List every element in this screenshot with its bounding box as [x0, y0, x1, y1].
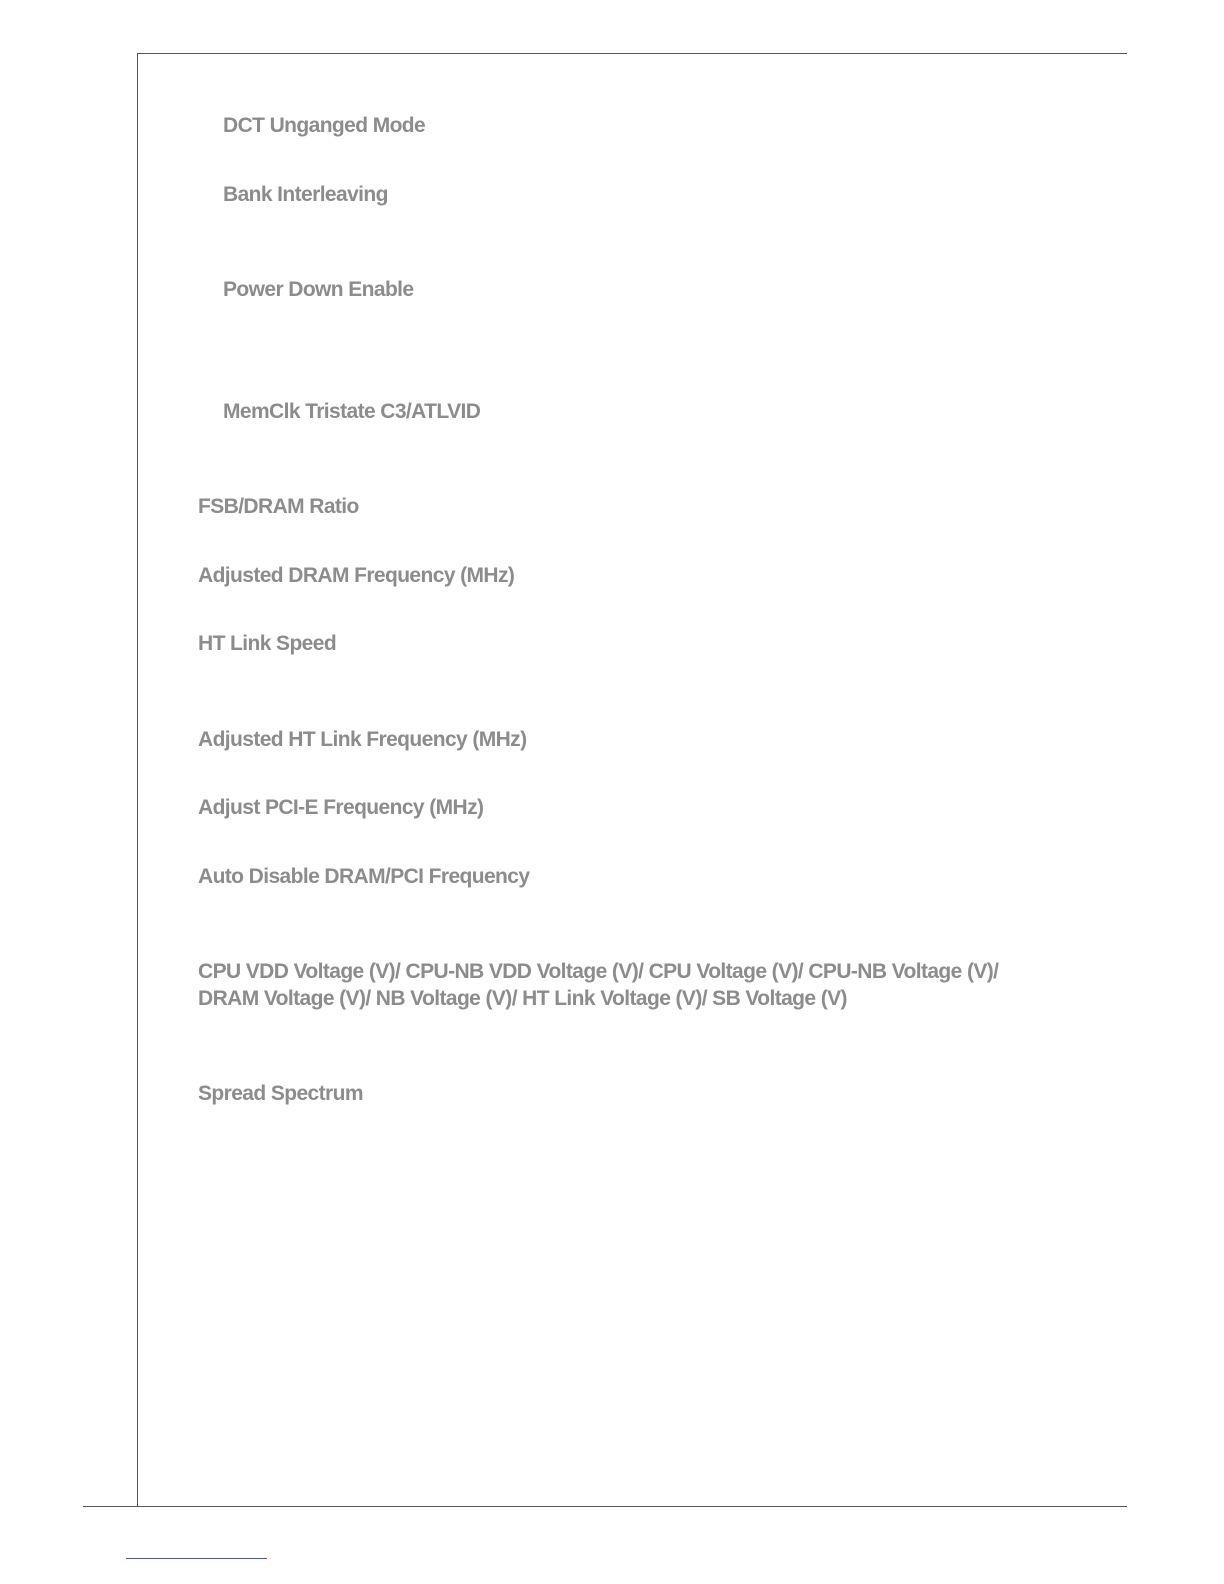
heading-adjusted-dram-frequency: Adjusted DRAM Frequency (MHz): [198, 564, 515, 587]
heading-fsb-dram-ratio: FSB/DRAM Ratio: [198, 495, 359, 518]
heading-adjust-pcie-frequency: Adjust PCI-E Frequency (MHz): [198, 796, 484, 819]
heading-ht-link-speed: HT Link Speed: [198, 632, 337, 655]
left-margin-rule: [137, 53, 138, 1506]
heading-memclk-tristate: MemClk Tristate C3/ATLVID: [223, 400, 481, 423]
footer-link-underline[interactable]: [126, 1558, 267, 1559]
heading-power-down-enable: Power Down Enable: [223, 278, 414, 301]
heading-bank-interleaving: Bank Interleaving: [223, 183, 388, 206]
heading-dct-unganged-mode: DCT Unganged Mode: [223, 114, 426, 137]
heading-spread-spectrum: Spread Spectrum: [198, 1082, 363, 1105]
heading-adjusted-ht-link-frequency: Adjusted HT Link Frequency (MHz): [198, 728, 527, 751]
heading-auto-disable-dram-pci: Auto Disable DRAM/PCI Frequency: [198, 865, 530, 888]
heading-voltage-settings: CPU VDD Voltage (V)/ CPU-NB VDD Voltage (V)/ CPU Voltage (V)/ CPU-NB Voltage (V)/ DRAM Voltage (V)/ NB Voltage (V)/ HT Link Voltage (V)/ SB Voltage (V): [198, 960, 999, 1010]
bottom-rule: [83, 1506, 1127, 1507]
top-rule: [137, 53, 1127, 54]
